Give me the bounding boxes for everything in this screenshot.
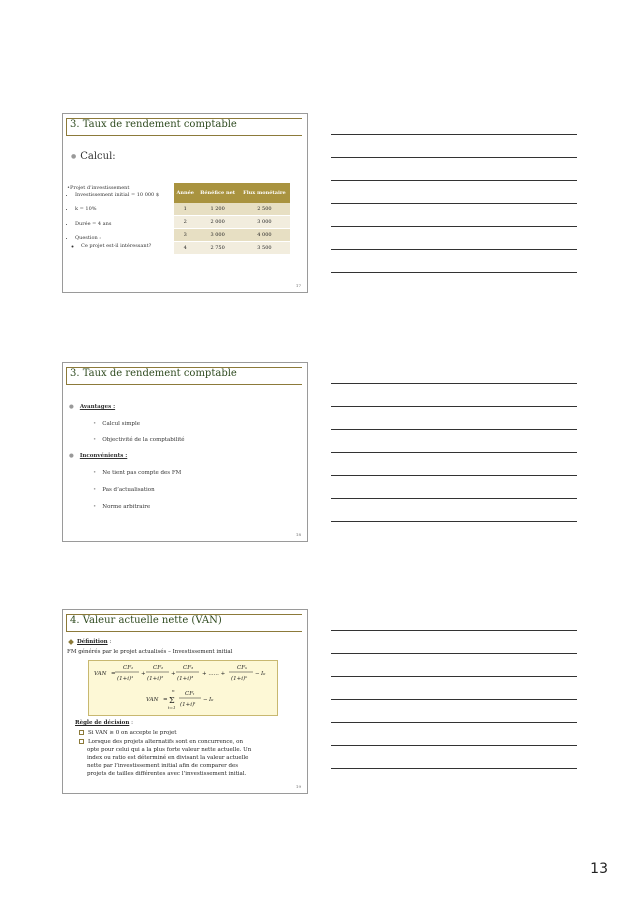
denominator-2: (1+i)² — [147, 676, 164, 682]
table-row: 2 2 000 3 000 — [174, 216, 290, 229]
note-line — [331, 699, 577, 700]
slide-title: 3. Taux de rendement comptable — [70, 368, 237, 379]
note-line — [331, 521, 577, 522]
rule-heading: Règle de décision : — [75, 720, 133, 726]
slide-title: 4. Valeur actuelle nette (VAN) — [70, 615, 222, 626]
svg-text:−: − — [203, 697, 208, 703]
cf3: CF₃ — [183, 665, 194, 671]
svg-text:+: + — [141, 671, 146, 677]
slide-title: 3. Taux de rendement comptable — [70, 119, 237, 130]
denominator-1: (1+i)¹ — [117, 676, 134, 682]
ellipsis: + ...... + — [202, 671, 226, 677]
note-line — [331, 203, 577, 204]
definition-heading: Définition : — [69, 639, 111, 645]
svg-text:+: + — [171, 671, 176, 677]
list-item: • Calcul simple — [93, 421, 140, 427]
sum-lower: t=1 — [168, 705, 176, 710]
list-item: • Objectivité de la comptabilité — [93, 437, 185, 443]
note-line — [331, 180, 577, 181]
square-bullet-icon — [79, 730, 84, 735]
sub-list-item: ◦ Ce projet est-il intéressant? — [81, 243, 167, 250]
project-details — [67, 185, 167, 257]
svg-text:=: = — [163, 697, 168, 703]
van-formula — [88, 660, 278, 716]
svg-text:Σ: Σ — [169, 696, 175, 705]
bullet-icon: ● — [71, 153, 77, 160]
list-item: • Question : ◦ Ce projet est-il intéressant? — [75, 235, 167, 249]
note-line — [331, 429, 577, 430]
i0: I₀ — [261, 671, 266, 677]
list-item: • k = 10% — [75, 206, 167, 213]
column-header: Bénéfice net — [196, 183, 238, 203]
svg-text:=: = — [111, 671, 116, 677]
list-item-cont: projets de tailles différentes avec l’investissement initial. — [87, 771, 247, 777]
slide-taux-rendement-calcul — [62, 113, 308, 293]
slide-van — [62, 609, 308, 794]
slide-taux-rendement-avantages — [62, 362, 308, 542]
note-line — [331, 768, 577, 769]
van-label: VAN — [94, 671, 107, 677]
list-item-cont: index ou ratio est déterminé en divisant la valeur actuelle — [87, 755, 249, 761]
slide-number: 19 — [295, 784, 301, 789]
list-item: • Norme arbitraire — [93, 504, 151, 510]
cashflow-table — [174, 183, 290, 255]
note-line — [331, 676, 577, 677]
denominator-n: (1+i)ⁿ — [231, 676, 248, 682]
list-item-cont: nette par l’investissement initial afin de comparer des — [87, 763, 239, 769]
note-line — [331, 653, 577, 654]
cft: CFₜ — [185, 691, 195, 697]
svg-text:−: − — [255, 671, 260, 677]
list-item: • Durée = 4 ans — [75, 221, 167, 228]
note-line — [331, 272, 577, 273]
column-header: Flux monétaire — [239, 183, 290, 203]
list-item-cont: opte pour celui qui a la plus forte valeur nette actuelle. Un — [87, 747, 252, 753]
definition-text: FM générés par le projet actualisés – Investissement initial — [67, 649, 233, 655]
cfn: CFₙ — [237, 665, 248, 671]
note-line — [331, 157, 577, 158]
table-row: 3 3 000 4 000 — [174, 229, 290, 242]
advantages-heading: ● Avantages : — [69, 404, 116, 410]
project-label: •Projet d’investissement — [67, 185, 130, 191]
slide-number: 18 — [295, 532, 301, 537]
note-line — [331, 630, 577, 631]
denominator-3: (1+i)³ — [177, 676, 194, 682]
note-line — [331, 475, 577, 476]
list-item: Si VAN ≥ 0 on accepte le projet — [79, 730, 176, 736]
list-item: Lorsque des projets alternatifs sont en concurrence, on — [79, 739, 243, 745]
note-line — [331, 498, 577, 499]
i0: I₀ — [209, 697, 214, 703]
column-header: Année — [174, 183, 196, 203]
note-line — [331, 134, 577, 135]
calcul-label: Calcul: — [80, 151, 116, 162]
van-label: VAN — [146, 697, 159, 703]
note-line — [331, 406, 577, 407]
diamond-bullet-icon — [68, 639, 74, 645]
disadvantages-heading: ● Inconvénients : — [69, 453, 128, 459]
note-line — [331, 745, 577, 746]
note-line — [331, 722, 577, 723]
cf2: CF₂ — [153, 665, 164, 671]
page-number: 13 — [590, 861, 608, 877]
list-item: • Ne tient pas compte des FM — [93, 470, 182, 476]
project-list — [67, 192, 167, 250]
slide-number: 17 — [295, 283, 301, 288]
table-row: 1 1 200 2 500 — [174, 203, 290, 216]
note-line — [331, 452, 577, 453]
list-item: • Investissement initial = 10 000 $ — [75, 192, 167, 199]
note-line — [331, 249, 577, 250]
calcul-bullet — [71, 151, 116, 162]
cf1: CF₁ — [123, 665, 134, 671]
note-line — [331, 226, 577, 227]
denominator-t: (1+i)ᵗ — [180, 702, 196, 708]
note-line — [331, 383, 577, 384]
square-bullet-icon — [79, 739, 84, 744]
table-row: 4 2 750 3 500 — [174, 242, 290, 255]
sum-upper: n — [172, 688, 175, 693]
list-item: • Pas d’actualisation — [93, 487, 155, 493]
